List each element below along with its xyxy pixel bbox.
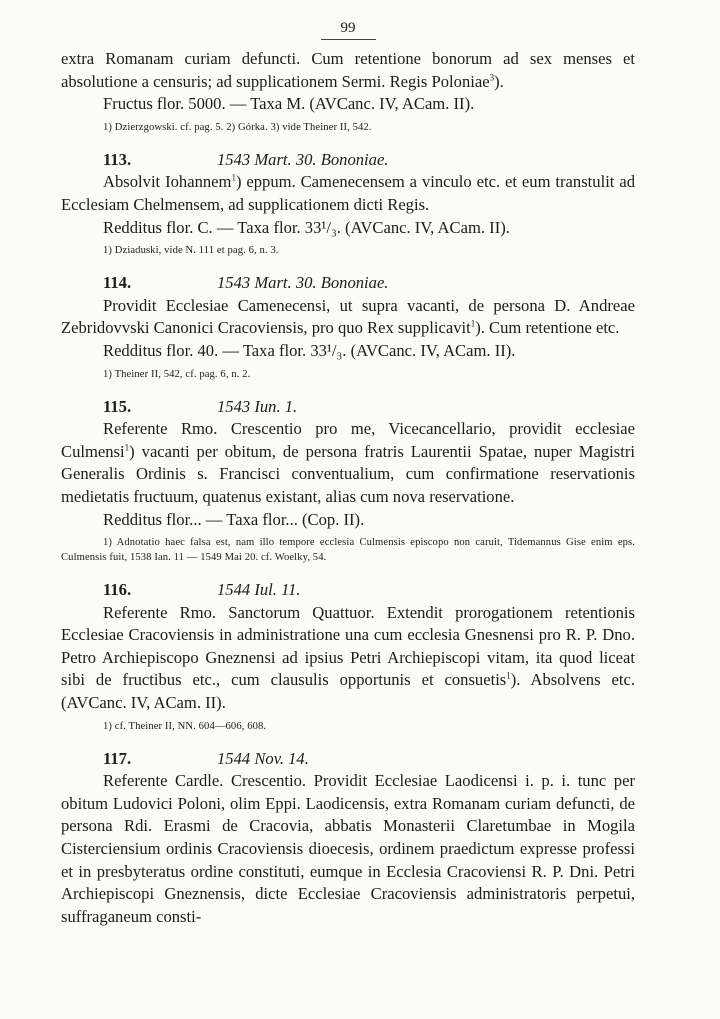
entry-header bbox=[61, 272, 635, 295]
entry-number: 113. bbox=[103, 149, 132, 169]
intro-footnote: 1) Dzierzgowski. cf. pag. 5. 2) Górka. 3) vide Theiner II, 542. bbox=[103, 121, 372, 133]
entry-number: 115. bbox=[103, 396, 132, 416]
intro-block bbox=[61, 48, 635, 135]
entry-116 bbox=[61, 579, 635, 734]
page-number: 99 bbox=[61, 18, 635, 40]
document-page bbox=[61, 18, 635, 928]
entry-redditus: Redditus flor. 40. — Taxa flor. 33¹/₃. (AVCanc. IV, ACam. II). bbox=[103, 340, 516, 360]
entry-header bbox=[61, 149, 635, 172]
entry-footnote: 1) Theiner II, 542, cf. pag. 6, n. 2. bbox=[103, 368, 251, 380]
entry-footnote: 1) Dziaduski, vide N. 111 et pag. 6, n. 3. bbox=[103, 245, 279, 257]
entry-115 bbox=[61, 396, 635, 566]
entry-text: Providit Ecclesiae Camenecensi, ut supra vacanti, de persona D. Andreae Zebridovvski Canonici Cracoviensis, pro quo Rex supplicavit$^1$). Cum retentione etc. bbox=[61, 295, 635, 338]
entry-number: 114. bbox=[103, 273, 132, 293]
entry-113 bbox=[61, 149, 635, 258]
entry-114 bbox=[61, 272, 635, 381]
entry-date: 1543 Iun. 1. bbox=[217, 396, 298, 416]
entry-number: 116. bbox=[103, 580, 132, 600]
entry-date: 1544 Iul. 11. bbox=[217, 580, 301, 600]
entry-redditus: Redditus flor. C. — Taxa flor. 33¹/₃. (AVCanc. IV, ACam. II). bbox=[103, 217, 510, 237]
entry-date: 1543 Mart. 30. Bononiae. bbox=[217, 149, 389, 169]
entry-date: 1543 Mart. 30. Bononiae. bbox=[217, 273, 389, 293]
entry-header bbox=[61, 396, 635, 419]
entry-footnote: 1) cf. Theiner II, NN. 604—606, 608. bbox=[103, 720, 267, 732]
entry-number: 117. bbox=[103, 748, 132, 768]
intro-paragraph: extra Romanam curiam defuncti. Cum retentione bonorum ad sex menses et absolutione a censuris; ad supplicationem Sermi. Regis Poloniae$^3$). bbox=[61, 49, 635, 91]
entry-117 bbox=[61, 748, 635, 929]
entry-text: Absolvit Iohannem$^1$) eppum. Camenecensem a vinculo etc. et eum transtulit ad Ecclesiam Chelmensem, ad supplicationem dicti Regis. bbox=[61, 172, 635, 214]
entry-header bbox=[61, 579, 635, 602]
entry-text: Referente Cardle. Crescentio. Providit Ecclesiae Laodicensi i. p. i. tunc per obitum Ludovici Poloni, olim Eppi. Laodicensis, extra Romanam curiam defuncti, de persona Rdi. Erasmi de Cracovia, abbatis Monasterii Claretumbae in Mogila Cisterciensium ordinis Cracoviensis dioecesis, ordinem praedictum expresse professi et in presbyteratus ordine constituti, eumque in Ecclesia Cracoviensi R. P. Dni. Petri Archiepiscopi Gneznensis, dicte Ecclesiae Cracoviensis administratoris perpetui, suffraganeum consti- bbox=[61, 771, 635, 926]
entry-text: Referente Rmo. Crescentio pro me, Vicecancellario, providit ecclesiae Culmensi$^1$) vacanti per obitum, de persona fratris Laurentii Spatae, nuper Magistri Generalis Ordinis s. Francisci conventualium, cum confirmatione reservationis medietatis fructuum, quatenus existant, alias cum nova reservatione. bbox=[61, 419, 635, 506]
intro-fructus: Fructus flor. 5000. — Taxa M. (AVCanc. IV, ACam. II). bbox=[103, 94, 475, 114]
entry-redditus: Redditus flor... — Taxa flor... (Cop. II). bbox=[103, 509, 365, 529]
entry-header bbox=[61, 748, 635, 771]
entry-text: Referente Rmo. Sanctorum Quattuor. Extendit prorogationem retentionis Ecclesiae Cracoviensis in administratione una cum ecclesia Gnesnensi pro R. P. Dno. Petro Archiepiscopo Gneznensi ad ipsius Petri Archiepiscopi vitam, ita quod liceat sibi de fructibus etc., cum clausulis opportunis et consuetis$^1$). Absolvens etc. (AVCanc. IV, ACam. II). bbox=[61, 602, 636, 713]
entry-date: 1544 Nov. 14. bbox=[217, 748, 309, 768]
entry-footnote: 1) Adnotatio haec falsa est, nam illo tempore ecclesia Culmensis episcopo non caruit, Tidemannus Gise enim eps. Culmensis fuit, 1538 Ian. 11 — 1549 Mai 20. cf. Woelky, 54. bbox=[61, 537, 635, 564]
